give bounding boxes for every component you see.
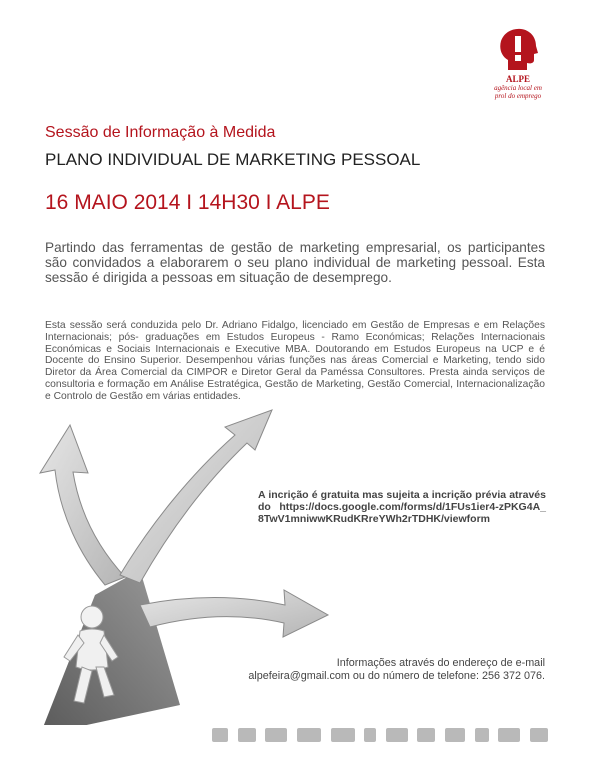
partner-logo-icon — [386, 728, 408, 742]
partner-logo-icon — [331, 728, 355, 742]
logo-tagline-line2: prol do emprego — [494, 92, 542, 100]
speaker-bio-paragraph: Esta sessão será conduzida pelo Dr. Adriano Fidalgo, licenciado em Gestão de Empresas e em Relações Internacionais; pós- graduações em Estudos Europeus - Ramo Económicas; Relações Internacionais Económicas e Sociais Internacionais e Executive MBA. Doutorando em Estudos Europeus na UCP e é Docente do Ensino Superior. Desempenhou várias funções nas áreas Comercial e Marketing, tendo sido Diretor da Área Comercial da CIMPOR e Diretor Geral da Paméssa Consultores. Presta ainda serviços de consultoria e formação em Análise Estratégica, Gestão de Marketing, Gestão Comercial, Internacionalização e Controlo de Gestão em várias entidades. — [45, 320, 545, 402]
partner-logo-icon — [445, 728, 465, 742]
intro-paragraph: Partindo das ferramentas de gestão de marketing empresarial, os participantes são convidados a elaborarem o seu plano individual de marketing pessoal. Esta sessão é dirigida a pessoas em situação de desemprego. — [45, 240, 545, 285]
logo-tagline-line1: agência local em — [494, 84, 542, 92]
contact-info — [230, 657, 545, 683]
partner-logo-icon — [297, 728, 321, 742]
partner-logo-icon — [498, 728, 520, 742]
registration-note: A incrição é gratuita mas sujeita a incrição prévia através do https://docs.google.com/forms/d/1FUs1ier4-zPKG4A_8TwV1mniwwKRudKRreYWh2rTDHK/viewform — [258, 489, 546, 525]
partner-logo-icon — [530, 728, 548, 742]
head-exclamation-icon — [498, 28, 538, 72]
partner-logo-icon — [417, 728, 435, 742]
logo-brand: ALPE — [505, 74, 530, 84]
session-subtitle: Sessão de Informação à Medida — [45, 124, 276, 141]
partner-logos-strip — [212, 724, 548, 746]
contact-line1: Informações através do endereço de e-mail — [336, 657, 545, 669]
session-title: PLANO INDIVIDUAL DE MARKETING PESSOAL — [45, 150, 421, 169]
alpe-logo — [482, 28, 554, 118]
partner-logo-icon — [212, 728, 228, 742]
partner-logo-icon — [238, 728, 256, 742]
contact-line2: alpefeira@gmail.com ou do número de telefone: 256 372 076. — [248, 670, 545, 682]
partner-logo-icon — [475, 728, 489, 742]
partner-logo-icon — [265, 728, 287, 742]
session-date: 16 MAIO 2014 I 14H30 I ALPE — [45, 191, 330, 214]
partner-logo-icon — [364, 728, 376, 742]
